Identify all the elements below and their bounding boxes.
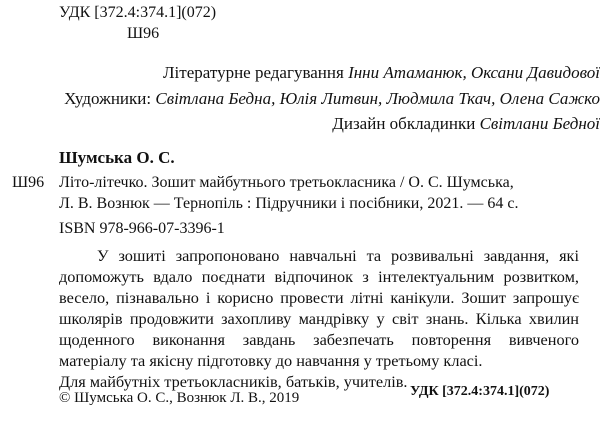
author-mark-header: Ш96 bbox=[127, 25, 160, 42]
author-heading: Шумська О. С. bbox=[59, 148, 175, 167]
artists-prefix: Художники: bbox=[64, 89, 156, 108]
editing-names: Інни Атаманюк, Оксани Давидової bbox=[348, 63, 600, 82]
editing-credit bbox=[0, 63, 600, 83]
copyright: © Шумська О. С., Вознюк Л. В., 2019 bbox=[59, 390, 300, 406]
isbn: ISBN 978-966-07-3396-1 bbox=[59, 220, 225, 237]
udk-footer: УДК [372.4:374.1](072) bbox=[410, 384, 550, 399]
audience-line: Для майбутніх третьокласників, батьків, учителів. bbox=[59, 372, 408, 391]
editing-prefix: Літературне редагування bbox=[163, 63, 349, 82]
cover-prefix: Дизайн обкладинки bbox=[332, 114, 480, 133]
abstract bbox=[59, 245, 579, 392]
artists-credit bbox=[0, 89, 600, 109]
artists-names: Світлана Бедна, Юлія Литвин, Людмила Ткач, Олена Сажко bbox=[155, 89, 600, 108]
abstract-paragraph: У зошиті запропоновано навчальні та розвивальні завдання, які допоможуть вдало поєднати відпочинок з інтелектуальним розвитком, весело, пізнавально і корисно провести літні канікули. Зошит запрошує школярів продовжити захопливу мандрівку у світ знань. Кілька хвилин щоденного виконання завдань забезпечать повторення вивченого матеріалу та якісну підготовку до навчання у третьому класі. bbox=[59, 246, 579, 370]
udk-header: УДК [372.4:374.1](072) bbox=[59, 4, 217, 21]
title-line-1: Літо-літечко. Зошит майбутнього третьокласника / О. С. Шумська, bbox=[59, 174, 514, 191]
cover-credit bbox=[0, 114, 600, 134]
cover-names: Світлани Бедної bbox=[479, 114, 600, 133]
title-line-2: Л. В. Вознюк — Тернопіль : Підручники і посібники, 2021. — 64 с. bbox=[59, 195, 519, 212]
author-mark: Ш96 bbox=[12, 174, 45, 191]
